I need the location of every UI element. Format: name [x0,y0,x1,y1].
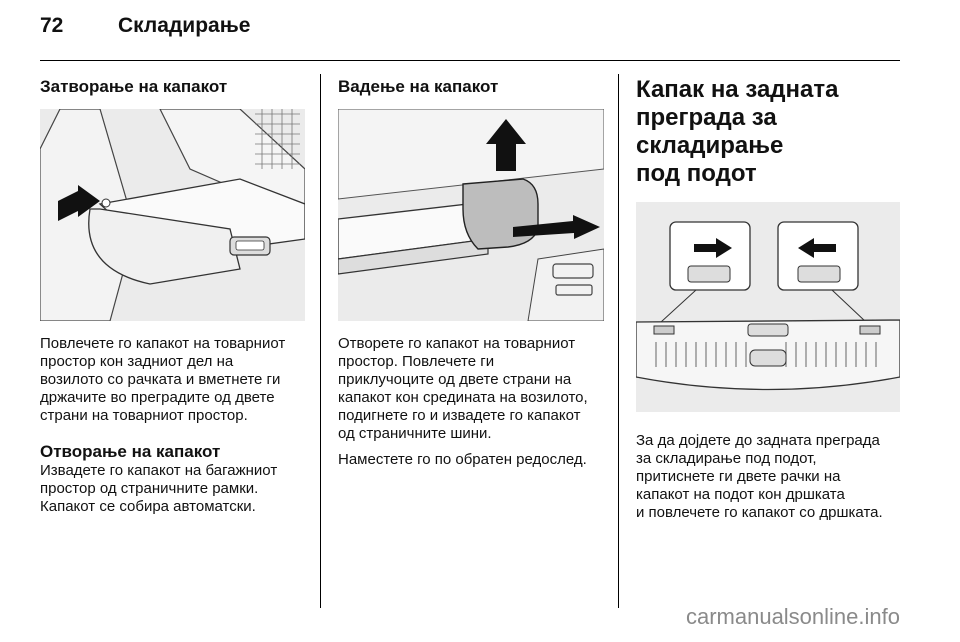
chapter-title: Складирање [118,14,251,37]
text-line: држачите во преградите од двете [40,389,275,406]
header-rule [40,60,900,61]
text-line: подигнете го и извадете го капакот [338,407,581,424]
section-heading-closing: Затворање на капакот [40,77,228,96]
text-line: капакот кон средината на возилото, [338,389,588,406]
cargo-cover-removal-figure [338,109,604,321]
section-heading-underfloor [636,76,904,188]
column-divider-1 [320,74,321,608]
column-closing-cover [40,76,305,516]
text-line: простор кон задниот дел на [40,353,234,370]
text-line: за складирање под подот, [636,450,817,467]
section-heading-removing: Вадење на капакот [338,77,499,96]
text-line: приклучоците од двете страни на [338,371,572,388]
text-line: возилото со рачката и вметнете ги [40,371,281,388]
cargo-cover-closing-figure [40,109,305,321]
reinstall-note: Наместете го по обратен редослед. [338,451,587,468]
text-line: страни на товарниот простор. [40,407,248,424]
text-line: простор од страничните рамки. [40,480,259,497]
text-line: Повлечете го капакот на товарниот [40,335,286,352]
underfloor-cover-figure [636,202,900,412]
watermark: carmanualsonline.info [685,604,900,629]
heading-line: преграда за складирање [636,104,784,159]
text-line: Отворете го капакот на товарниот [338,335,576,352]
page-header [40,14,250,38]
text-line: За да дојдете до задната преграда [636,432,880,449]
text-line: притиснете ги двете рачки на [636,468,841,485]
section-heading-opening: Отворање на капакот [40,442,221,461]
column-removing-cover [338,76,604,469]
text-line: Капакот се собира автоматски. [40,498,256,515]
page-number: 72 [40,14,64,37]
column-divider-2 [618,74,619,608]
heading-line: Капак на задната [636,76,839,103]
text-line: и повлечете го капакот со дршката. [636,504,883,521]
text-line: простор. Повлечете ги [338,353,495,370]
text-line: Извадете го капакот на багажниот [40,462,278,479]
heading-line: под подот [636,160,757,187]
column-underfloor-storage [636,76,904,522]
text-line: капакот на подот кон дршката [636,486,845,503]
text-line: од страничните шини. [338,425,492,442]
